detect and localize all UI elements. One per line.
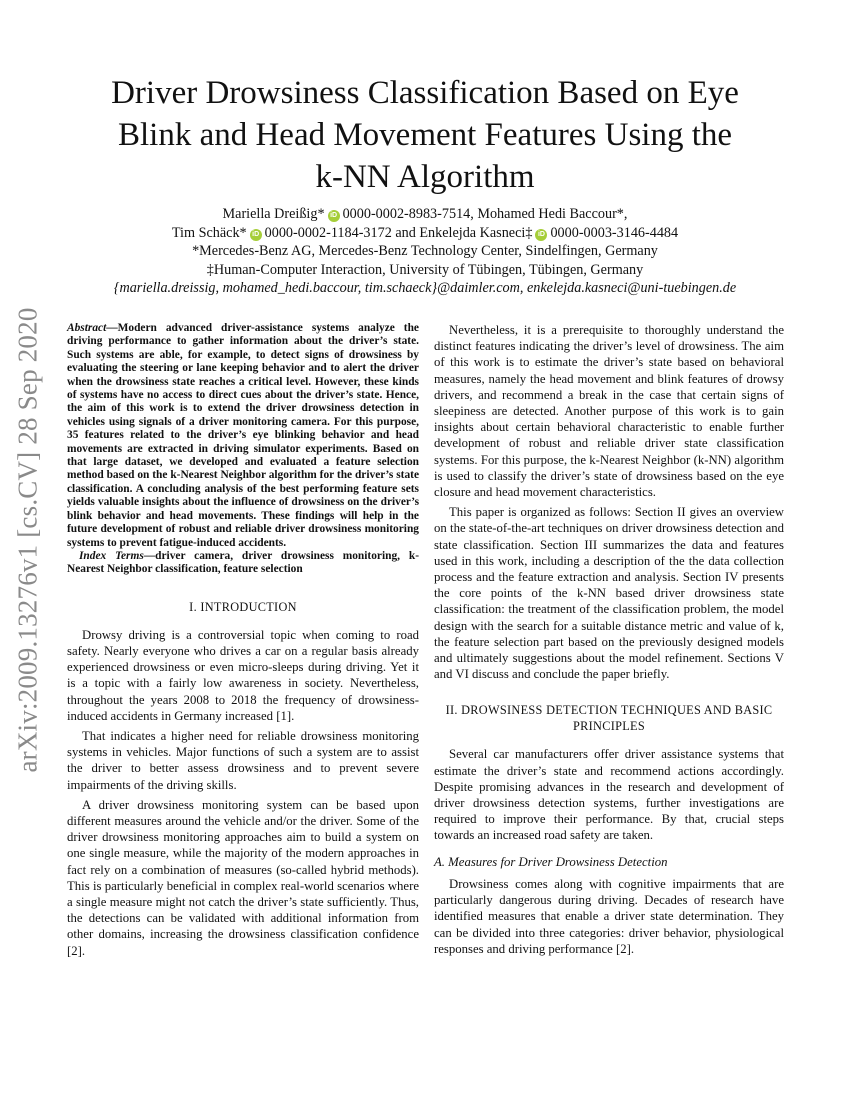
left-column bbox=[67, 322, 419, 963]
paper-title bbox=[80, 72, 770, 198]
paragraph: A driver drowsiness monitoring system can be based upon different measures around the vehicle and/or the driver. Some of the driver drowsiness monitoring approaches aim to build a system on one single measure, while the majority of the modern approaches in fact rely on a combination of measures (so-called hybrid methods). This is particularly beneficial in complex real-world scenarios where a single measure might not catch the driver’s state sufficiently. Thus, the detections can be validated with additional information from other domains, increasing the drowsiness classification confidence [2]. bbox=[67, 797, 419, 958]
section-heading-introduction: I. INTRODUCTION bbox=[189, 599, 297, 614]
paragraph: Several car manufacturers offer driver assistance systems that estimate the driver’s state and recommend actions accordingly. Despite promising advances in the research and development of driver drowsiness detection systems, further investigations are required to improve their performance. By that, crucial steps towards an increased road safety are taken. bbox=[434, 747, 784, 843]
paragraph: This paper is organized as follows: Section II gives an overview on the state-of-the-art techniques on driver drowsiness detection and state classification. Section III summarizes the data and features used in this work, including a description of the the data collection process and the feature extraction and analysis. Section IV presents the core points of the k-NN based driver drowsiness state classification: the treatment of the classification problem, the model design with the search for a suitable distance metric and value of k, the feature selection part based on the previously designed models and ultimately suggestions about the model refinement. Sections V and VI discuss and conclude the paper briefly. bbox=[434, 505, 784, 682]
orcid-icon[interactable]: iD bbox=[328, 210, 340, 222]
section-2-heading-line-2: PRINCIPLES bbox=[572, 719, 645, 734]
author-line-1 bbox=[60, 205, 790, 224]
author-dreissig: Mariella Dreißig* bbox=[222, 206, 325, 222]
paragraph: Drowsy driving is a controversial topic when coming to road safety. Nearly everyone who drives a car on a regular basis already experienced drowsiness or even micro-sleeps during driving. Yet it is a topic with a fairly low awareness in society. Nevertheless, throughout the years 2008 to 2018 the frequency of drowsiness-induced accidents in Germany increased [1]. bbox=[67, 627, 419, 723]
affiliation-tuebingen: ‡Human-Computer Interaction, University of Tübingen, Tübingen, Germany bbox=[206, 261, 644, 278]
author-line-2 bbox=[60, 224, 790, 243]
author-line-1-rest: 0000-0002-8983-7514, Mohamed Hedi Baccour*, bbox=[342, 206, 628, 222]
title-line-3: k-NN Algorithm bbox=[315, 159, 535, 195]
author-block bbox=[60, 205, 790, 298]
section-2-heading-line-1: II. DROWSINESS DETECTION TECHNIQUES AND BASIC bbox=[445, 703, 773, 718]
arxiv-sidebar bbox=[0, 290, 56, 790]
abstract bbox=[67, 322, 419, 550]
index-terms-text: —driver camera, driver drowsiness monitoring, k-Nearest Neighbor classification, feature selection bbox=[67, 549, 419, 576]
author-emails: {mariella.dreissig, mohamed_hedi.baccour, tim.schaeck}@daimler.com, enkelejda.kasneci@uni-tuebingen.de bbox=[113, 280, 737, 296]
title-line-2: Blink and Head Movement Features Using the bbox=[117, 117, 733, 153]
paragraph: Drowsiness comes along with cognitive impairments that are particularly dangerous during driving. Decades of research have identified measures that enable a driver state determination. They can be divided into three categories: driver behavior, physiological responses and driving performance [2]. bbox=[434, 876, 784, 956]
paragraph: That indicates a higher need for reliable drowsiness monitoring systems in vehicles. Major functions of such a system are to assist the driver to better assess drowsiness and to prevent severe impairments of the driving skills. bbox=[67, 728, 419, 792]
author-schaeck: Tim Schäck* bbox=[171, 224, 247, 241]
abstract-lead: Abstract bbox=[67, 322, 107, 334]
author-line-2-rest: 0000-0002-1184-3172 and Enkelejda Kasneci‡ bbox=[264, 224, 533, 241]
abstract-text: —Modern advanced driver-assistance systems analyze the driving performance to gather information about the driver’s state. Such systems are able, for example, to detect signs of drowsiness by evaluating the steering or lane keeping behavior and to alert the driver when the drowsiness state reaches a critical level. However, these kinds of systems have no access to direct cues about the driver’s state. Hence, the aim of this work is to extend the driver drowsiness detection in vehicles using signals of a driver monitoring camera. For this purpose, 35 features related to the driver’s eye blinking behavior and head movements are extracted in driving simulator experiments. Based on that large dataset, we developed and evaluated a feature selection method based on the k-Nearest Neighbor algorithm for the driver’s state classification. A concluding analysis of the best performing feature sets yields valuable insights about the influence of drowsiness on the driver’s blink behavior and head movements. These findings will help in the future development of robust and reliable driver drowsiness monitoring systems to prevent fatigue-induced accidents. bbox=[67, 322, 419, 549]
orcid-icon[interactable]: iD bbox=[250, 229, 262, 241]
paragraph: Nevertheless, it is a prerequisite to thoroughly understand the distinct features indicating the driver’s level of drowsiness. The aim of this work is to estimate the driver’s state based on behavioral measures, namely the head movement and blink features of drowsy drivers, and recommend a break in the case that certain signs of sleepiness are detected. Another purpose of this work is to gain insights about certain behavioral characteristic to enable further development of robust and reliable driver state classification systems. For this purpose, the k-Nearest Neighbor (k-NN) algorithm is used to classify the driver’s state of drowsiness based on the eye closure and head movement characteristics. bbox=[434, 323, 784, 500]
title-line-1: Driver Drowsiness Classification Based on Eye bbox=[111, 75, 739, 111]
index-terms bbox=[67, 550, 419, 577]
affiliation-mercedes: *Mercedes-Benz AG, Mercedes-Benz Technology Center, Sindelfingen, Germany bbox=[192, 243, 658, 259]
section-heading-drowsiness-detection bbox=[434, 702, 784, 734]
arxiv-stamp: arXiv:2009.13276v1 [cs.CV] 28 Sep 2020 bbox=[12, 307, 43, 773]
orcid-icon[interactable]: iD bbox=[535, 229, 547, 241]
index-terms-lead: Index Terms bbox=[79, 549, 144, 562]
right-column bbox=[434, 322, 784, 961]
author-line-2-orcid: 0000-0003-3146-4484 bbox=[550, 224, 679, 241]
subsection-heading-measures: A. Measures for Driver Drowsiness Detection bbox=[434, 854, 668, 869]
